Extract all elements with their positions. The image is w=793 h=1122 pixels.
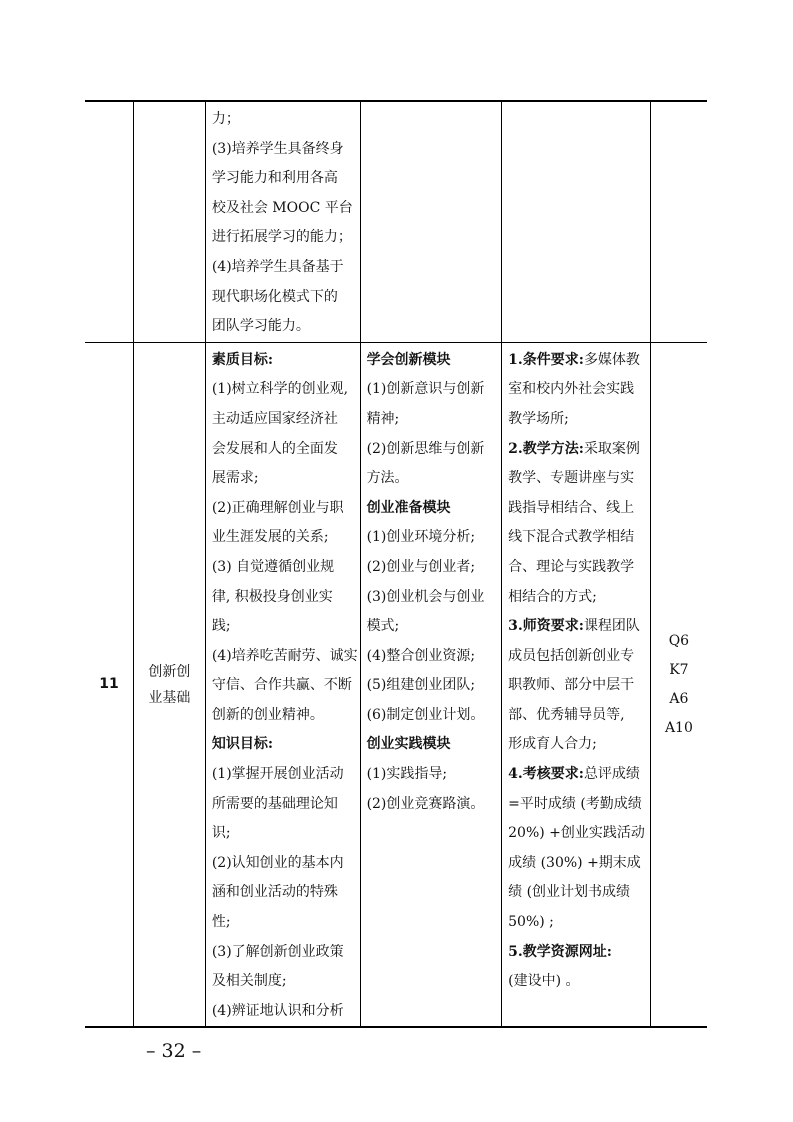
course-number: 11 [85,342,134,1027]
objectives-line: (3)了解创新创业政策 [211,943,344,960]
requirement-text: 相结合的方式; [508,588,597,605]
objectives-line: 创新的创业精神。 [211,706,324,723]
objectives-line: (1)树立科学的创业观, [211,381,349,398]
requirements-line [508,760,644,790]
objectives-line: (3) 自觉遵循创业规 [211,558,335,575]
requirement-text: 线下混合式教学相结 [508,529,635,546]
module-heading: 创业实践模块 [366,736,451,753]
objectives-line: (2)认知创业的基本内 [211,854,344,871]
objectives-continued-line-3: 校及社会 MOOC 平台 [211,199,353,216]
table-row-course-11 [85,342,707,1027]
requirements-line [508,583,644,613]
objectives-line: (4)培养吃苦耐劳、诚实 [211,647,358,664]
module-item: (2)创业与创业者; [366,558,476,575]
requirement-text: 职教师、部分中层干 [508,677,635,694]
requirement-text: 室和校内外社会实践 [508,381,635,398]
objectives-heading: 知识目标: [211,736,273,753]
requirement-text: 教学场所; [508,410,569,427]
requirement-text: 多媒体教 [583,351,640,368]
requirements-line [508,819,644,849]
requirements-line [508,730,644,760]
requirement-text: (建设中) 。 [508,973,580,990]
requirements-line [508,375,644,405]
requirements-line [508,849,644,879]
requirement-text: 采取案例 [583,440,640,457]
objectives-heading: 素质目标: [211,351,273,368]
requirement-text: 成员包括创新创业专 [508,647,635,664]
curriculum-table [85,100,707,1028]
objectives-line: 识; [211,825,231,842]
module-item: (3)创业机会与创业 [366,588,485,605]
requirements-line [508,553,644,583]
requirement-text: 50%) ; [508,914,554,931]
requirements-line [508,671,644,701]
course-name-line-1: 业基础 [148,689,191,706]
requirement-text: 合、理论与实践教学 [508,558,635,575]
requirements-line [508,701,644,731]
course-content [360,342,502,1027]
competency-code: Q6 [668,632,690,649]
requirement-text: 教学、专题讲座与实 [508,470,635,487]
requirements-line [508,523,644,553]
requirements-line [508,464,644,494]
module-item: (6)制定创业计划。 [366,706,485,723]
requirement-heading: 2.教学方法: [508,440,584,457]
requirement-text: 总评成绩 [583,766,640,783]
table-row-continued [85,101,707,342]
requirements-line [508,938,644,968]
page-number: – 32 – [146,1040,202,1062]
objectives-line: 涵和创业活动的特殊 [211,884,338,901]
objectives-line: 业生涯发展的关系; [211,529,329,546]
requirements-line [508,346,644,376]
cell-objectives-continued [205,101,360,342]
objectives-continued-line-4: 进行拓展学习的能力； [211,229,352,246]
objectives-line: 守信、合作共赢、不断 [211,677,352,694]
requirement-heading: 1.条件要求: [508,351,584,368]
objectives-continued-line-1: (3)培养学生具备终身 [211,140,344,157]
course-objectives [205,342,360,1027]
cell-course-empty [134,101,206,342]
objectives-line: 践; [211,618,231,635]
module-item: (4)整合创业资源; [366,647,476,664]
requirement-text: 课程团队 [583,618,640,635]
objectives-line: 主动适应国家经济社 [211,410,338,427]
objectives-line: 会发展和人的全面发 [211,440,338,457]
requirement-heading: 3.师资要求: [508,618,584,635]
module-item: (1)创业环境分析; [366,529,476,546]
cell-codes-empty [650,101,707,342]
objectives-continued-line-7: 团队学习能力。 [211,318,310,335]
objectives-continued-line-6: 现代职场化模式下的 [211,288,338,305]
requirement-text: 部、优秀辅导员等, [508,706,625,723]
requirement-text: 成绩 (30%) +期末成 [508,854,641,871]
requirements-line [508,494,644,524]
requirements-line [508,790,644,820]
competency-code: K7 [669,661,689,678]
objectives-continued-line-0: 力； [211,111,240,127]
requirements-line [508,967,644,997]
objectives-line: (4)辨证地认识和分析 [211,1002,344,1019]
requirement-text: =平时成绩 (考勤成绩 [508,795,642,812]
objectives-continued-line-2: 学习能力和利用各高 [211,170,338,187]
module-item: (2)创业竞赛路演。 [366,795,485,812]
module-item: (1)实践指导; [366,766,448,783]
cell-requirements-empty [502,101,651,342]
module-item: 方法。 [366,470,409,487]
cell-number-empty [85,101,134,342]
course-requirements [502,342,651,1027]
course-name-line-0: 创新创 [148,663,191,680]
competency-code: A10 [664,719,693,736]
course-codes [650,342,707,1027]
competency-code: A6 [669,690,689,707]
objectives-line: (1)掌握开展创业活动 [211,766,344,783]
requirement-text: 20%) +创业实践活动 [508,825,645,842]
requirement-text: 形成育人合力; [508,736,597,753]
module-item: (2)创新思维与创新 [366,440,485,457]
module-item: 精神; [366,410,400,427]
requirements-line [508,642,644,672]
requirement-text: 绩 (创业计划书成绩 [508,884,631,901]
module-item: (5)组建创业团队; [366,677,476,694]
requirement-text: 践指导相结合、线上 [508,499,635,516]
objectives-line: 所需要的基础理论知 [211,795,338,812]
requirements-line [508,908,644,938]
module-item: (1)创新意识与创新 [366,381,485,398]
objectives-line: 展需求; [211,470,259,487]
requirements-line [508,405,644,435]
module-item: 模式; [366,618,400,635]
requirement-heading: 4.考核要求: [508,766,584,783]
course-name [134,342,206,1027]
objectives-line: 及相关制度; [211,973,287,990]
objectives-line: (2)正确理解创业与职 [211,499,344,516]
cell-content-empty [360,101,502,342]
objectives-line: 律, 积极投身创业实 [211,588,333,605]
requirements-line [508,878,644,908]
module-heading: 学会创新模块 [366,351,451,368]
requirement-heading: 5.教学资源网址: [508,943,612,960]
objectives-line: 性; [211,914,231,931]
requirements-line [508,435,644,465]
requirements-line [508,612,644,642]
objectives-continued-line-5: (4)培养学生具备基于 [211,258,344,275]
module-heading: 创业准备模块 [366,499,451,516]
